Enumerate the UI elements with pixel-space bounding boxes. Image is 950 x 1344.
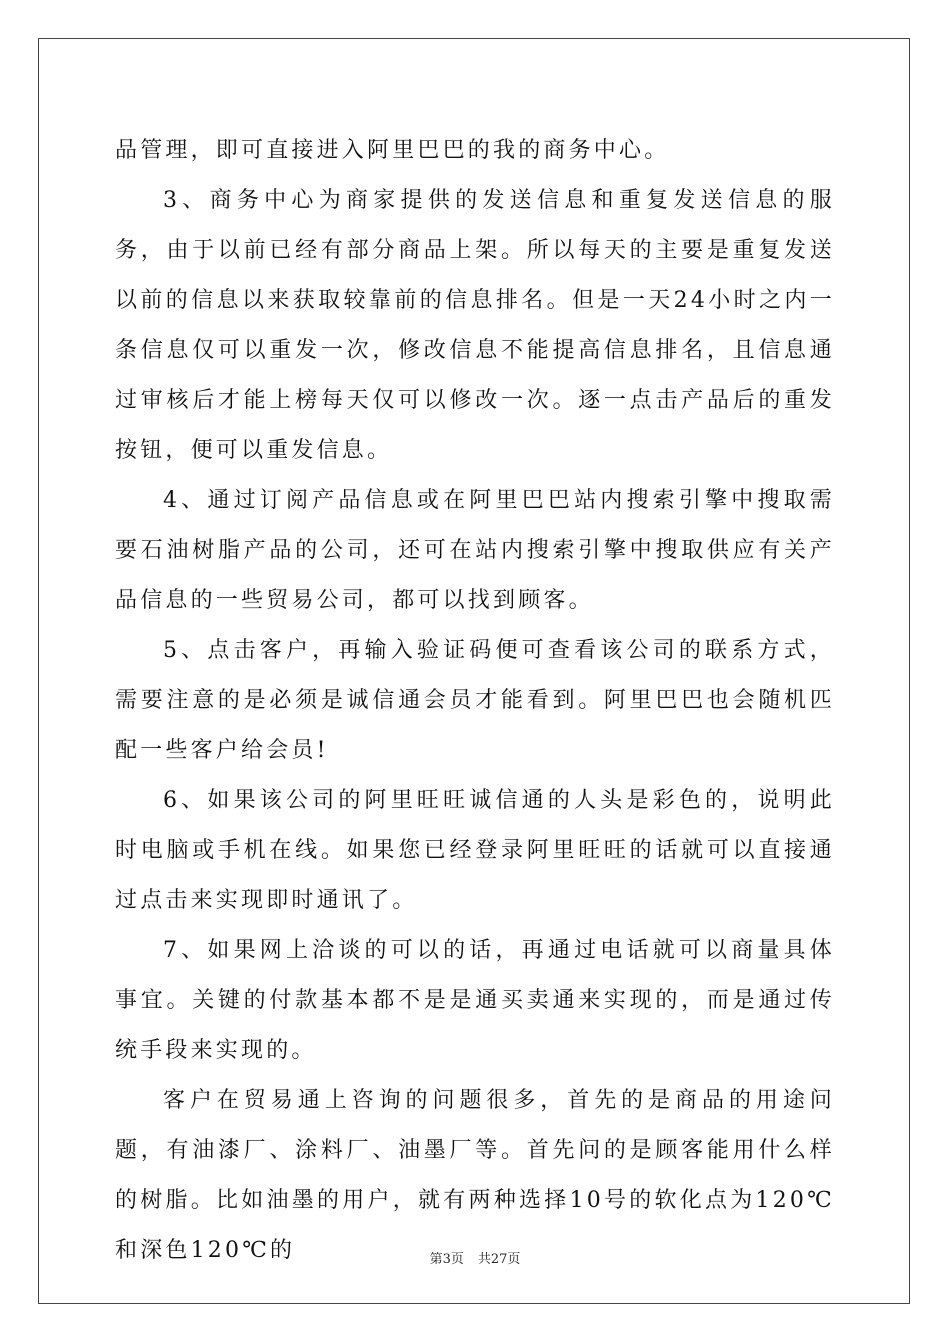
paragraph: 品管理，即可直接进入阿里巴巴的我的商务中心。 (115, 138, 670, 163)
paragraph: 6、如果该公司的阿里旺旺诚信通的人头是彩色的，说明此时电脑或手机在线。如果您已经登录阿里旺旺的话就可以直接通过点击来实现即时通讯了。 (115, 788, 835, 913)
page-total: 共27页 (477, 1252, 521, 1267)
page-number: 第3页 (429, 1252, 464, 1267)
paragraph: 客户在贸易通上咨询的问题很多，首先的是商品的用途问题，有油漆厂、涂料厂、油墨厂等。首先问的是顾客能用什么样的树脂。比如油墨的用户，就有两种选择10号的软化点为120℃和深色120℃的 (115, 1088, 835, 1263)
paragraph: 4、通过订阅产品信息或在阿里巴巴站内搜索引擎中搜取需要石油树脂产品的公司，还可在站内搜索引擎中搜取供应有关产品信息的一些贸易公司，都可以找到顾客。 (115, 488, 835, 613)
paragraph: 3、商务中心为商家提供的发送信息和重复发送信息的服务，由于以前已经有部分商品上架。所以每天的主要是重复发送以前的信息以来获取较靠前的信息排名。但是一天24小时之内一条信息仅可以重发一次，修改信息不能提高信息排名，且信息通过审核后才能上榜每天仅可以修改一次。逐一点击产品后的重发按钮，便可以重发信息。 (115, 188, 835, 463)
page-footer (0, 1248, 950, 1267)
paragraph: 5、点击客户，再输入验证码便可查看该公司的联系方式，需要注意的是必须是诚信通会员才能看到。阿里巴巴也会随机匹配一些客户给会员! (115, 638, 835, 763)
document-body (115, 126, 835, 1276)
paragraph: 7、如果网上洽谈的可以的话，再通过电话就可以商量具体事宜。关键的付款基本都不是是通买卖通来实现的，而是通过传统手段来实现的。 (115, 938, 835, 1063)
